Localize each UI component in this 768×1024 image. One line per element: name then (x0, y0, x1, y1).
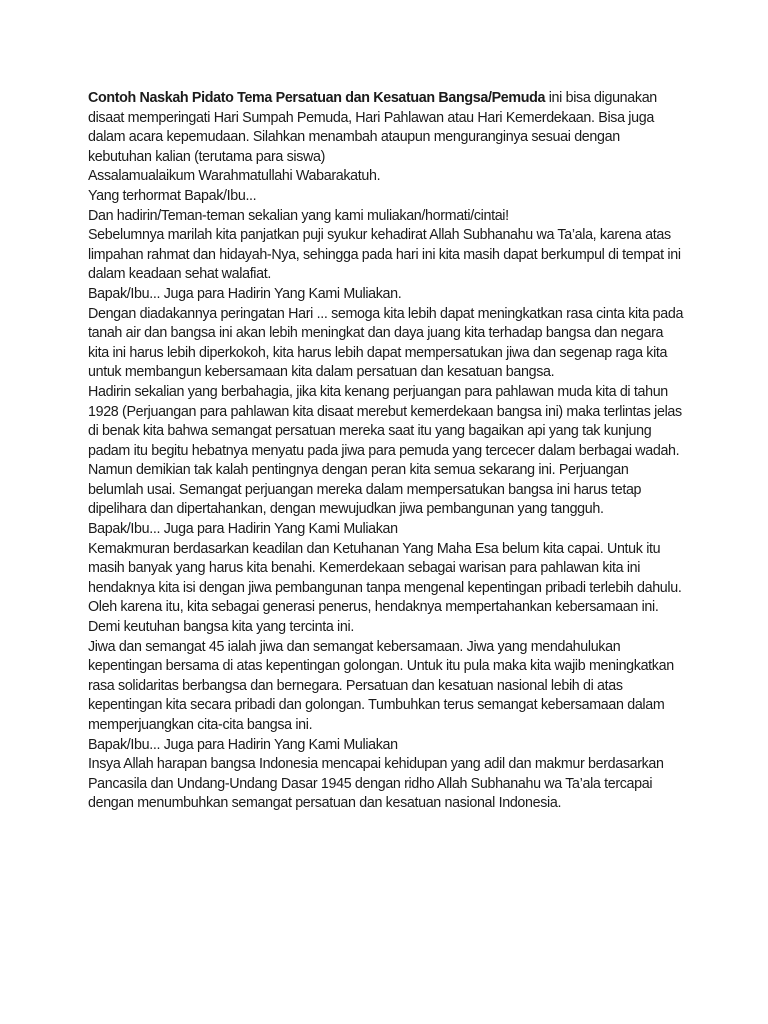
intro-bold-title: Contoh Naskah Pidato Tema Persatuan dan Kesatuan Bangsa/Pemuda (88, 90, 546, 106)
paragraph-salutation-1: Yang terhormat Bapak/Ibu... (88, 187, 257, 204)
paragraph-body-3: Kemakmuran berdasarkan keadilan dan Ketuhanan Yang Maha Esa belum kita capai. Untuk itu masih banyak yang harus kita benahi. Kemerdekaan sebagai warisan para pahlawan kita ini hendaknya kita isi dengan jiwa pembangunan tanpa mengenal kepentingan pribadi terlebih dahulu. Oleh karena itu, kita sebagai generasi penerus, hendaknya mempertahankan kebersamaan ini. Demi keutuhan bangsa kita yang tercinta ini. (88, 540, 682, 636)
paragraph-salutation-2: Dan hadirin/Teman-teman sekalian yang kami muliakan/hormati/cintai! (88, 207, 509, 224)
paragraph-address-2: Bapak/Ibu... Juga para Hadirin Yang Kami Muliakan (88, 521, 398, 538)
paragraph-body-2: Hadirin sekalian yang berbahagia, jika kita kenang perjuangan para pahlawan muda kita di tahun 1928 (Perjuangan para pahlawan kita disaat merebut kemerdekaan bangsa ini) maka terlintas jelas di benak kita bahwa semangat persatuan mereka saat itu yang bagaikan api yang tak kunjung padam itu begitu hebatnya menyatu pada jiwa para pemuda yang tercecer dalam berbagai wadah. Namun demikian tak kalah pentingnya dengan peran kita semua sekarang ini. Perjuangan belumlah usai. Semangat perjuangan mereka dalam mempersatukan bangsa ini harus tetap dipelihara dan dipertahankan, dengan mewujudkan jiwa pembangunan yang tangguh. (88, 383, 682, 518)
paragraph-body-1: Dengan diadakannya peringatan Hari ... semoga kita lebih dapat meningkatkan rasa cinta kita pada tanah air dan bangsa ini akan lebih meningkat dan daya juang kita terhadap bangsa dan negara kita ini harus lebih diperkokoh, kita harus lebih dapat mempersatukan jiwa dan segenap raga kita untuk membangun kebersamaan kita dalam persatuan dan kesatuan bangsa. (88, 305, 684, 381)
speech-text-block (88, 89, 685, 814)
paragraph-address-1: Bapak/Ibu... Juga para Hadirin Yang Kami Muliakan. (88, 285, 402, 302)
paragraph-body-4: Jiwa dan semangat 45 ialah jiwa dan semangat kebersamaan. Jiwa yang mendahulukan kepentingan bersama di atas kepentingan golongan. Untuk itu pula maka kita wajib meningkatkan rasa solidaritas berbangsa dan bernegara. Persatuan dan kesatuan nasional lebih di atas kepentingan kita secara pribadi dan golongan. Tumbuhkan terus semangat kebersamaan dalam memperjuangkan cita-cita bangsa ini. (88, 638, 674, 733)
paragraph-opening-prayer: Sebelumnya marilah kita panjatkan puji syukur kehadirat Allah Subhanahu wa Ta’ala, karena atas limpahan rahmat dan hidayah-Nya, sehingga pada hari ini kita masih dapat berkumpul di tempat ini dalam keadaan sehat walafiat. (88, 227, 681, 283)
paragraph-greeting: Assalamualaikum Warahmatullahi Wabarakatuh. (88, 168, 381, 185)
paragraph-address-3: Bapak/Ibu... Juga para Hadirin Yang Kami Muliakan (88, 736, 398, 753)
intro-rest-text: ini bisa digunakan disaat memperingati Hari Sumpah Pemuda, Hari Pahlawan atau Hari Kemerdekaan. Bisa juga dalam acara kepemudaan. Silahkan menambah ataupun menguranginya sesuai dengan kebutuhan kalian (terutama para siswa) (88, 90, 657, 165)
paragraph-closing: Insya Allah harapan bangsa Indonesia mencapai kehidupan yang adil dan makmur berdasarkan Pancasila dan Undang-Undang Dasar 1945 dengan ridho Allah Subhanahu wa Ta’ala tercapai dengan menumbuhkan semangat persatuan dan kesatuan nasional Indonesia. (88, 756, 664, 812)
paragraph-intro (88, 89, 685, 167)
